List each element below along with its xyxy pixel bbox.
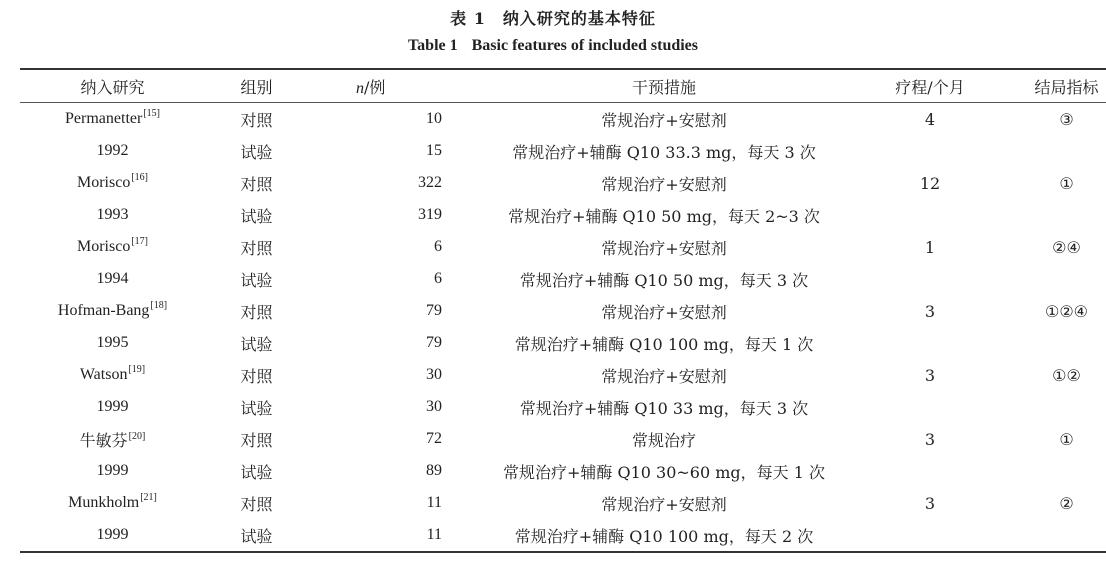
cell-intervention-text: 常规治疗+辅酶 Q10 33 mg，每天 3 次 [519, 398, 809, 418]
cell-group-text: 对照 [240, 430, 273, 450]
cell-course [854, 199, 1006, 231]
cell-outcome-text: ①② [1052, 365, 1081, 385]
cell-n-text: 6 [434, 238, 442, 255]
cell-intervention-text: 常规治疗+安慰剂 [601, 366, 727, 386]
header-n-unit: /例 [364, 77, 386, 97]
cell-intervention-text: 常规治疗+辅酶 Q10 100 mg，每天 1 次 [514, 334, 814, 354]
cell-intervention [474, 231, 854, 263]
cell-intervention-text: 常规治疗+辅酶 Q10 50 mg，每天 2~3 次 [508, 206, 820, 226]
cell-group [205, 199, 308, 231]
header-group: 组别 [205, 69, 308, 103]
cell-intervention-text: 常规治疗+辅酶 Q10 30~60 mg，每天 1 次 [502, 462, 826, 482]
cell-outcome [1006, 423, 1106, 455]
citation-ref: [18] [150, 300, 168, 311]
cell-intervention [474, 455, 854, 487]
cell-course-text: 12 [919, 173, 941, 193]
cell-group-text: 试验 [240, 270, 273, 290]
cell-n [308, 263, 474, 295]
cell-n [308, 455, 474, 487]
cell-n [308, 327, 474, 359]
cell-study [20, 519, 205, 552]
cell-study [20, 135, 205, 167]
cell-intervention-text: 常规治疗+安慰剂 [601, 494, 727, 514]
table-row [20, 487, 1106, 519]
cell-group [205, 231, 308, 263]
cell-n [308, 231, 474, 263]
cell-intervention [474, 295, 854, 327]
cell-group [205, 103, 308, 136]
table-row [20, 103, 1106, 136]
cell-study-text: Hofman-Bang [57, 302, 150, 319]
cell-group [205, 487, 308, 519]
header-study: 纳入研究 [20, 69, 205, 103]
cell-course-text: 3 [924, 429, 936, 449]
cell-group-text: 对照 [240, 366, 273, 386]
cell-study-text: Morisco [77, 238, 131, 255]
cell-group [205, 519, 308, 552]
cell-study-text: 1993 [96, 206, 129, 223]
cell-n [308, 519, 474, 552]
cell-outcome [1006, 295, 1106, 327]
cell-course-text: 4 [924, 109, 936, 129]
header-intervention: 干预措施 [474, 69, 854, 103]
cell-study-text: 1992 [96, 142, 129, 159]
cell-intervention-text: 常规治疗+辅酶 Q10 33.3 mg，每天 3 次 [512, 142, 816, 162]
cell-study-text: Morisco [77, 174, 131, 191]
cell-outcome [1006, 487, 1106, 519]
cell-n-text: 6 [434, 270, 442, 287]
cell-intervention-text: 常规治疗+辅酶 Q10 50 mg，每天 3 次 [519, 270, 809, 290]
cell-n-text: 319 [418, 206, 442, 223]
cell-n [308, 295, 474, 327]
cell-outcome [1006, 391, 1106, 423]
cell-outcome [1006, 199, 1106, 231]
cell-course [854, 391, 1006, 423]
cell-outcome [1006, 103, 1106, 136]
cell-intervention [474, 199, 854, 231]
cell-intervention [474, 103, 854, 136]
cell-outcome-text: ③ [1059, 109, 1074, 129]
cell-course [854, 231, 1006, 263]
cell-course-text: 3 [924, 493, 936, 513]
cell-study [20, 487, 205, 519]
cell-course-text: 3 [924, 365, 936, 385]
cell-study [20, 263, 205, 295]
cell-study [20, 391, 205, 423]
cell-intervention [474, 487, 854, 519]
table-row [20, 391, 1106, 423]
cell-study [20, 359, 205, 391]
cell-study-text: 牛敏芬 [79, 432, 128, 450]
cell-course [854, 423, 1006, 455]
cell-group [205, 167, 308, 199]
cell-study-text: Permanetter [65, 110, 143, 127]
cell-intervention [474, 359, 854, 391]
cell-course-text: 1 [924, 237, 936, 257]
citation-ref: [17] [131, 236, 148, 247]
cell-study [20, 103, 205, 136]
citation-ref: [20] [128, 430, 146, 442]
table-row [20, 295, 1106, 327]
cell-group [205, 295, 308, 327]
cell-outcome-text: ① [1059, 429, 1074, 449]
table-caption-cn: 表 1 纳入研究的基本特征 [450, 9, 656, 28]
cell-study-text: 1994 [96, 270, 129, 287]
table-row [20, 263, 1106, 295]
cell-n [308, 103, 474, 136]
cell-group-text: 试验 [240, 142, 273, 162]
cell-n-text: 72 [426, 430, 442, 447]
cell-n-text: 30 [426, 398, 442, 415]
cell-study [20, 199, 205, 231]
cell-study [20, 231, 205, 263]
table-row [20, 423, 1106, 455]
table-row [20, 519, 1106, 552]
cell-outcome [1006, 327, 1106, 359]
cell-course [854, 263, 1006, 295]
cell-outcome [1006, 455, 1106, 487]
table-row [20, 455, 1106, 487]
table-row [20, 327, 1106, 359]
cell-group-text: 试验 [240, 462, 273, 482]
table-row [20, 135, 1106, 167]
cell-group-text: 对照 [240, 302, 273, 322]
cell-outcome [1006, 167, 1106, 199]
cell-study-text: 1999 [96, 526, 129, 543]
cell-course [854, 455, 1006, 487]
cell-study-text: Munkholm [68, 494, 140, 511]
cell-study-text: 1999 [96, 398, 129, 415]
cell-intervention-text: 常规治疗+安慰剂 [601, 110, 727, 130]
cell-n [308, 199, 474, 231]
cell-course [854, 519, 1006, 552]
cell-study [20, 167, 205, 199]
cell-study [20, 295, 205, 327]
header-outcome: 结局指标 [1006, 69, 1106, 103]
cell-intervention [474, 167, 854, 199]
cell-outcome [1006, 519, 1106, 552]
table-row [20, 231, 1106, 263]
cell-study [20, 327, 205, 359]
cell-intervention [474, 327, 854, 359]
cell-n [308, 391, 474, 423]
cell-group-text: 对照 [240, 174, 273, 194]
cell-group [205, 359, 308, 391]
cell-intervention-text: 常规治疗 [631, 430, 696, 450]
cell-intervention [474, 263, 854, 295]
cell-n [308, 359, 474, 391]
table-row [20, 199, 1106, 231]
cell-n-text: 11 [426, 494, 442, 511]
cell-intervention [474, 135, 854, 167]
cell-intervention-text: 常规治疗+安慰剂 [601, 238, 727, 258]
cell-outcome [1006, 359, 1106, 391]
cell-group-text: 试验 [240, 206, 273, 226]
cell-group-text: 试验 [240, 334, 273, 354]
cell-group-text: 对照 [240, 238, 273, 258]
header-course: 疗程/个月 [854, 69, 1006, 103]
cell-group-text: 试验 [240, 526, 273, 546]
table-row [20, 359, 1106, 391]
table-caption-en [0, 37, 1106, 55]
header-row [20, 69, 1106, 103]
cell-intervention-text: 常规治疗+辅酶 Q10 100 mg，每天 2 次 [514, 526, 814, 546]
cell-n-text: 10 [426, 110, 442, 127]
header-n [308, 69, 474, 103]
cell-course [854, 487, 1006, 519]
cell-study [20, 423, 205, 455]
cell-group [205, 135, 308, 167]
table-label: Table 1 [407, 37, 458, 54]
header-n-var: n [356, 79, 364, 97]
cell-n-text: 15 [426, 142, 442, 159]
cell-n [308, 423, 474, 455]
cell-course [854, 359, 1006, 391]
cell-n-text: 322 [418, 174, 442, 191]
cell-study-text: Watson [79, 366, 128, 383]
cell-outcome-text: ①②④ [1044, 301, 1089, 321]
cell-study-text: 1999 [96, 462, 129, 479]
cell-n [308, 487, 474, 519]
cell-study-text: 1995 [96, 334, 129, 351]
citation-ref: [21] [140, 492, 157, 503]
cell-group [205, 455, 308, 487]
cell-outcome-text: ① [1059, 173, 1074, 193]
cell-intervention-text: 常规治疗+安慰剂 [601, 302, 727, 322]
cell-group [205, 327, 308, 359]
cell-intervention [474, 519, 854, 552]
cell-outcome [1006, 231, 1106, 263]
table-title: Basic features of included studies [471, 37, 699, 54]
cell-n-text: 79 [426, 302, 442, 319]
cell-outcome [1006, 135, 1106, 167]
cell-outcome-text: ② [1059, 493, 1074, 513]
citation-ref: [19] [128, 364, 146, 375]
table-row [20, 167, 1106, 199]
cell-outcome-text: ②④ [1052, 237, 1081, 257]
citation-ref: [16] [131, 172, 148, 183]
studies-table [20, 68, 1106, 553]
cell-group [205, 391, 308, 423]
cell-course [854, 103, 1006, 136]
cell-n [308, 135, 474, 167]
cell-intervention [474, 391, 854, 423]
cell-group-text: 对照 [240, 494, 273, 514]
table-body [20, 103, 1106, 553]
citation-ref: [15] [143, 108, 160, 119]
cell-intervention [474, 423, 854, 455]
cell-n-text: 11 [426, 526, 442, 543]
cell-outcome [1006, 263, 1106, 295]
cell-n-text: 79 [426, 334, 442, 351]
cell-study [20, 455, 205, 487]
cell-course [854, 135, 1006, 167]
cell-group-text: 试验 [240, 398, 273, 418]
cell-n-text: 89 [426, 462, 442, 479]
cell-group-text: 对照 [240, 110, 273, 130]
cell-course [854, 167, 1006, 199]
cell-course [854, 295, 1006, 327]
cell-group [205, 423, 308, 455]
cell-group [205, 263, 308, 295]
cell-course-text: 3 [924, 301, 936, 321]
cell-course [854, 327, 1006, 359]
cell-n [308, 167, 474, 199]
cell-intervention-text: 常规治疗+安慰剂 [601, 174, 727, 194]
cell-n-text: 30 [426, 366, 442, 383]
